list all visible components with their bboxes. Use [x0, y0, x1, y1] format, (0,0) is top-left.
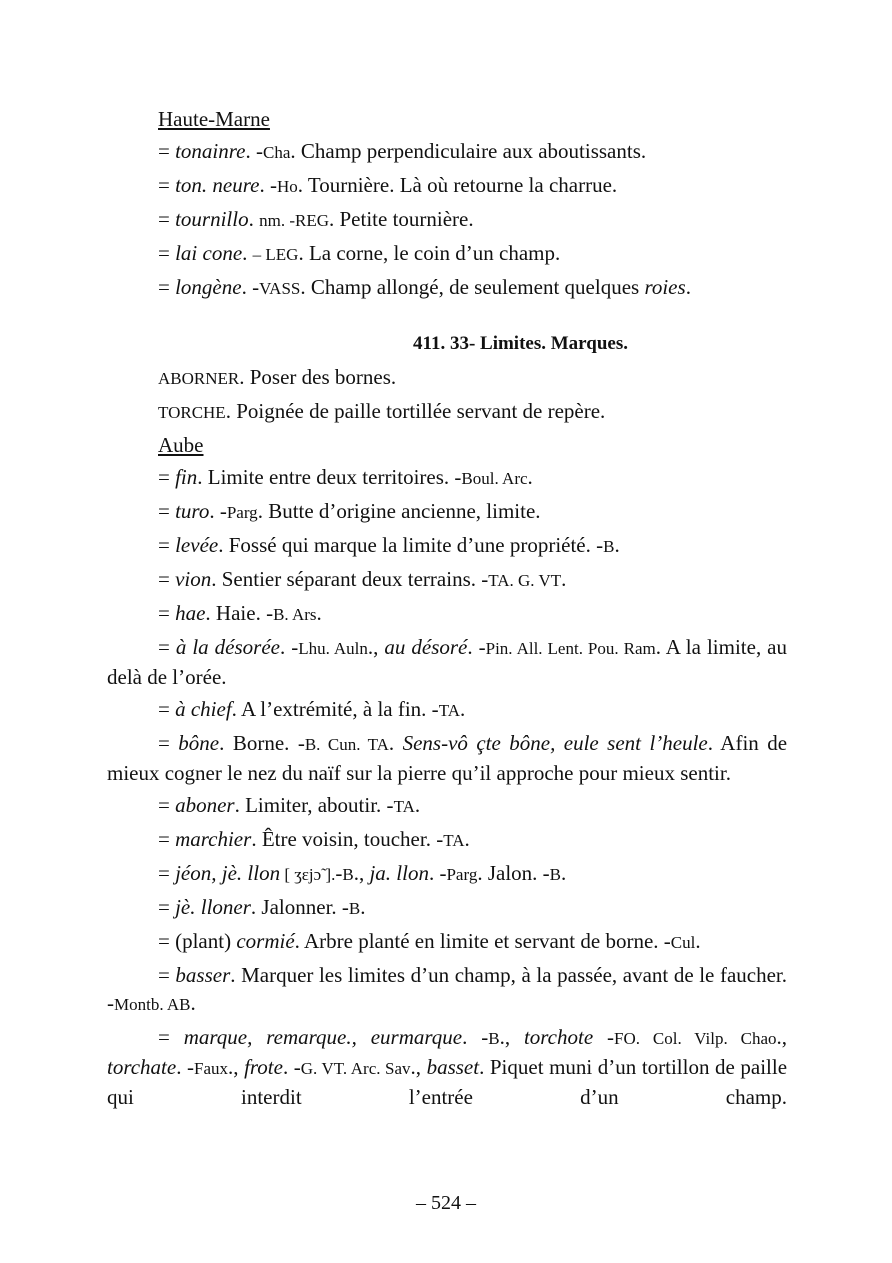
entry-aborner: [107, 363, 787, 393]
entry-a-chief: [107, 695, 787, 725]
entry-turo: [107, 497, 787, 527]
definition: . Arbre planté en limite et servant de borne. -: [294, 929, 671, 953]
source: Montb. AB: [114, 995, 191, 1014]
eq: =: [158, 731, 179, 755]
source: – LEG: [252, 245, 299, 264]
sep: . -: [428, 861, 447, 885]
term: torchate: [107, 1055, 177, 1079]
term: lai cone: [175, 241, 243, 265]
sep: .: [360, 895, 366, 919]
term: longène: [175, 275, 242, 299]
term: basser: [175, 963, 231, 987]
sep: .: [388, 731, 403, 755]
entry-tournillo: [107, 205, 787, 235]
term: au désoré: [384, 635, 468, 659]
eq: =: [158, 697, 176, 721]
entry-hae: [107, 599, 787, 629]
sep: . -: [245, 139, 263, 163]
term: à la désorée: [175, 635, 280, 659]
sep: .: [464, 827, 470, 851]
term: tonainre: [175, 139, 246, 163]
term: cormié: [236, 929, 295, 953]
definition: . A l’extrémité, à la fin. -: [231, 697, 439, 721]
sep: -: [593, 1025, 615, 1049]
eq: =: [158, 275, 176, 299]
definition: . Piquet muni d’un tortillon de paille qui interdit l’entrée d’un champ.: [107, 1055, 788, 1109]
entry-longene: [107, 273, 787, 303]
entry-basser: [107, 961, 787, 1019]
section-heading: 411. 33- Limites. Marques.: [413, 333, 628, 354]
sep: . -: [259, 173, 277, 197]
term: vion: [175, 567, 212, 591]
definition: . Butte d’origine ancienne, limite.: [257, 499, 541, 523]
source: Pin. All. Lent. Pou. Ram: [485, 639, 656, 658]
sep: .: [242, 241, 253, 265]
source: Lhu. Auln: [298, 639, 368, 658]
definition: . Jalon. -: [477, 861, 550, 885]
sep: .: [695, 929, 701, 953]
eq: =: [158, 533, 176, 557]
sep: . -: [279, 635, 299, 659]
definition: . La corne, le coin d’un champ.: [298, 241, 561, 265]
eq: =: [158, 601, 176, 625]
source: TA: [438, 701, 460, 720]
sep: .,: [499, 1025, 524, 1049]
eq: =: [158, 241, 176, 265]
sep: .: [248, 207, 260, 231]
entry-tonainre: [107, 137, 787, 167]
sep: .: [190, 991, 196, 1015]
headword: TORCHE: [158, 403, 226, 422]
sep: .,: [410, 1055, 427, 1079]
definition: . A la limite, au delà de l’orée.: [107, 635, 787, 689]
term: ja. llon: [369, 861, 429, 885]
definition: . Poignée de paille tortillée servant de repère.: [225, 399, 606, 423]
source: TA. G. VT: [488, 571, 562, 590]
sep: .,: [228, 1055, 245, 1079]
sep: . -: [241, 275, 260, 299]
source: FO. Col. Vilp. Chao: [614, 1029, 777, 1048]
eq: =: [158, 465, 176, 489]
eq: =: [158, 861, 176, 885]
sep: .: [614, 533, 620, 557]
source: G. VT. Arc. Sav: [300, 1059, 411, 1078]
source: Ho: [276, 177, 298, 196]
definition: . Sentier séparant deux terrains. -: [211, 567, 489, 591]
example: Sens-vô çte bône, eule sent l’heule: [402, 731, 708, 755]
term: aboner: [175, 793, 235, 817]
source: Parg: [446, 865, 478, 884]
term: tournillo: [175, 207, 249, 231]
entry-ton-neure: [107, 171, 787, 201]
definition: . Poser des bornes.: [239, 365, 397, 389]
eq: =: [158, 793, 176, 817]
entry-aboner: [107, 791, 787, 821]
sep: .: [561, 861, 567, 885]
section-title-haute-marne: [107, 105, 787, 133]
sep: .: [527, 465, 533, 489]
phonetic: [ ʒɛjɔ̃ ].: [280, 865, 336, 884]
entry-jeon: [107, 859, 787, 889]
source: B. Cun. TA: [304, 735, 389, 754]
definition: . Jalonner. -: [250, 895, 349, 919]
eq: =: [158, 635, 176, 659]
entry-marchier: [107, 825, 787, 855]
sep: .,: [367, 635, 385, 659]
eq: =: [158, 895, 176, 919]
eq: =: [158, 173, 176, 197]
source: B: [603, 537, 615, 556]
sep: .: [685, 275, 691, 299]
sep: .,: [353, 861, 370, 885]
entry-marque: [107, 1023, 787, 1111]
page-body: [107, 105, 787, 1115]
term: marchier: [175, 827, 252, 851]
term: turo: [175, 499, 210, 523]
sep: .: [316, 601, 322, 625]
sep: . -: [462, 1025, 489, 1049]
source: Cul: [670, 933, 696, 952]
section-title-aube: [107, 431, 787, 459]
source: Boul. Arc: [461, 469, 528, 488]
eq: =: [158, 499, 176, 523]
page-number: – 524 –: [416, 1192, 476, 1214]
entry-torche: [107, 397, 787, 427]
definition: . Champ perpendiculaire aux aboutissants.: [290, 139, 647, 163]
sep: .: [414, 793, 421, 817]
source: B. Ars: [273, 605, 317, 624]
term: roies: [644, 275, 686, 299]
sep: . -: [467, 635, 486, 659]
definition: . Tournière. Là où retourne la charrue.: [297, 173, 618, 197]
source: Parg: [226, 503, 258, 522]
section-label: Haute-Marne: [158, 107, 270, 131]
source: Cha: [262, 143, 291, 162]
eq: =: [158, 567, 176, 591]
entry-levee: [107, 531, 787, 561]
term: jéon, jè. llon: [175, 861, 281, 885]
definition: . Borne. -: [219, 731, 305, 755]
entry-bone: [107, 729, 787, 787]
entry-lai-cone: [107, 239, 787, 269]
term: fin: [175, 465, 198, 489]
entry-vion: [107, 565, 787, 595]
eq: =: [158, 827, 176, 851]
source: B: [488, 1029, 500, 1048]
source: TA: [443, 831, 465, 850]
eq: =: [158, 139, 176, 163]
section-label: Aube: [158, 433, 204, 457]
definition: . Afin de mieux cogner le nez du naïf sur la pierre qu’il approche pour mieux sentir.: [107, 731, 788, 785]
term: hae: [175, 601, 206, 625]
term: basset: [426, 1055, 480, 1079]
source: B: [342, 865, 354, 884]
definition: . Petite tournière.: [329, 207, 474, 231]
definition: . Haie. -: [205, 601, 274, 625]
definition: . Être voisin, toucher. -: [251, 827, 444, 851]
term: à chief: [175, 697, 232, 721]
source: TA: [393, 797, 415, 816]
entry-jelloner: [107, 893, 787, 923]
source: B: [549, 865, 561, 884]
term: bône: [178, 731, 220, 755]
term: levée: [175, 533, 219, 557]
term: frote: [244, 1055, 283, 1079]
entry-cormie: [107, 927, 787, 957]
eq: = (plant): [158, 929, 237, 953]
sep: .,: [776, 1025, 788, 1049]
source: B: [348, 899, 361, 918]
definition: . Limiter, aboutir. -: [234, 793, 394, 817]
source: VASS: [259, 279, 301, 298]
sep: .: [460, 697, 466, 721]
term: jè. lloner: [175, 895, 251, 919]
term: ton. neure: [175, 173, 260, 197]
definition: . Fossé qui marque la limite d’une propriété. -: [218, 533, 604, 557]
source: nm. -REG: [259, 211, 329, 230]
headword: ABORNER: [158, 369, 240, 388]
term: marque, remarque., eurmarque: [183, 1025, 463, 1049]
term: torchote: [523, 1025, 594, 1049]
eq: =: [158, 207, 176, 231]
entry-fin: [107, 463, 787, 493]
source: Faux: [194, 1059, 229, 1078]
definition: . Champ allongé, de seulement quelques: [300, 275, 645, 299]
sep: . -: [282, 1055, 301, 1079]
entry-a-la-desoree: [107, 633, 787, 691]
sep: . -: [209, 499, 227, 523]
sep: . -: [176, 1055, 195, 1079]
sep: -: [335, 861, 343, 885]
sep: .: [561, 567, 567, 591]
definition: . Marquer les limites d’un champ, à la passée, avant de le faucher. -: [107, 963, 787, 1015]
definition: . Limite entre deux territoires. -: [197, 465, 462, 489]
eq: =: [158, 1025, 184, 1049]
eq: =: [158, 963, 176, 987]
